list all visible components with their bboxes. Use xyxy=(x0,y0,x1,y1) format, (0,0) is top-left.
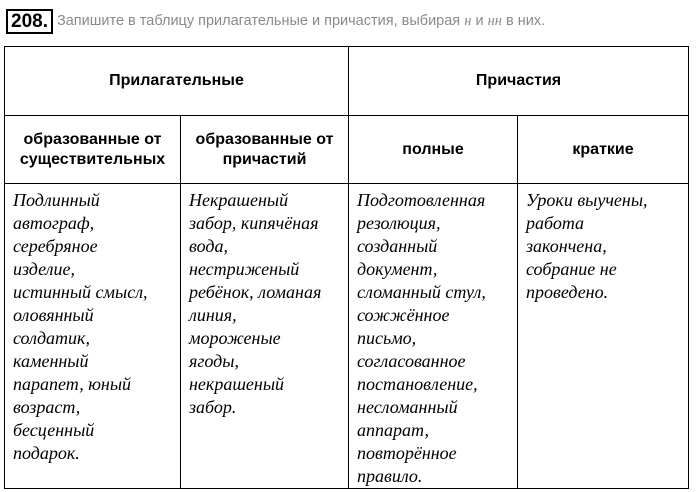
cell-full: Подготовленная резолюция, созданный документ, сломанный стул, сожжённое письмо, согласованное постановление, несломанный аппарат, повторённое правило. xyxy=(349,184,518,489)
cell-from-participles: Некрашеный забор, кипячёная вода, нестриженый ребёнок, ломаная линия, мороженые ягоды, некрашеный забор. xyxy=(181,184,349,489)
cell-short: Уроки выучены, работа закончена, собрание не проведено. xyxy=(518,184,689,489)
task-instruction: Запишите в таблицу прилагательные и причастия, выбирая н и нн в них. xyxy=(56,12,546,29)
subheader-from-participles: образованные от причастий xyxy=(181,116,349,184)
task-heading xyxy=(6,7,545,35)
subheader-full: полные xyxy=(349,116,518,184)
subheader-from-nouns: образованные от существительных xyxy=(5,116,181,184)
header-participles: Причастия xyxy=(349,47,689,116)
answer-table xyxy=(4,46,689,489)
subheader-short: краткие xyxy=(518,116,689,184)
cell-from-nouns: Подлинный автограф, серебряное изделие, истинный смысл, оловянный солдатик, каменный парапет, юный возраст, бесценный подарок. xyxy=(5,184,181,489)
exercise-number: 208. xyxy=(6,9,53,34)
header-adjectives: Прилагательные xyxy=(5,47,349,116)
